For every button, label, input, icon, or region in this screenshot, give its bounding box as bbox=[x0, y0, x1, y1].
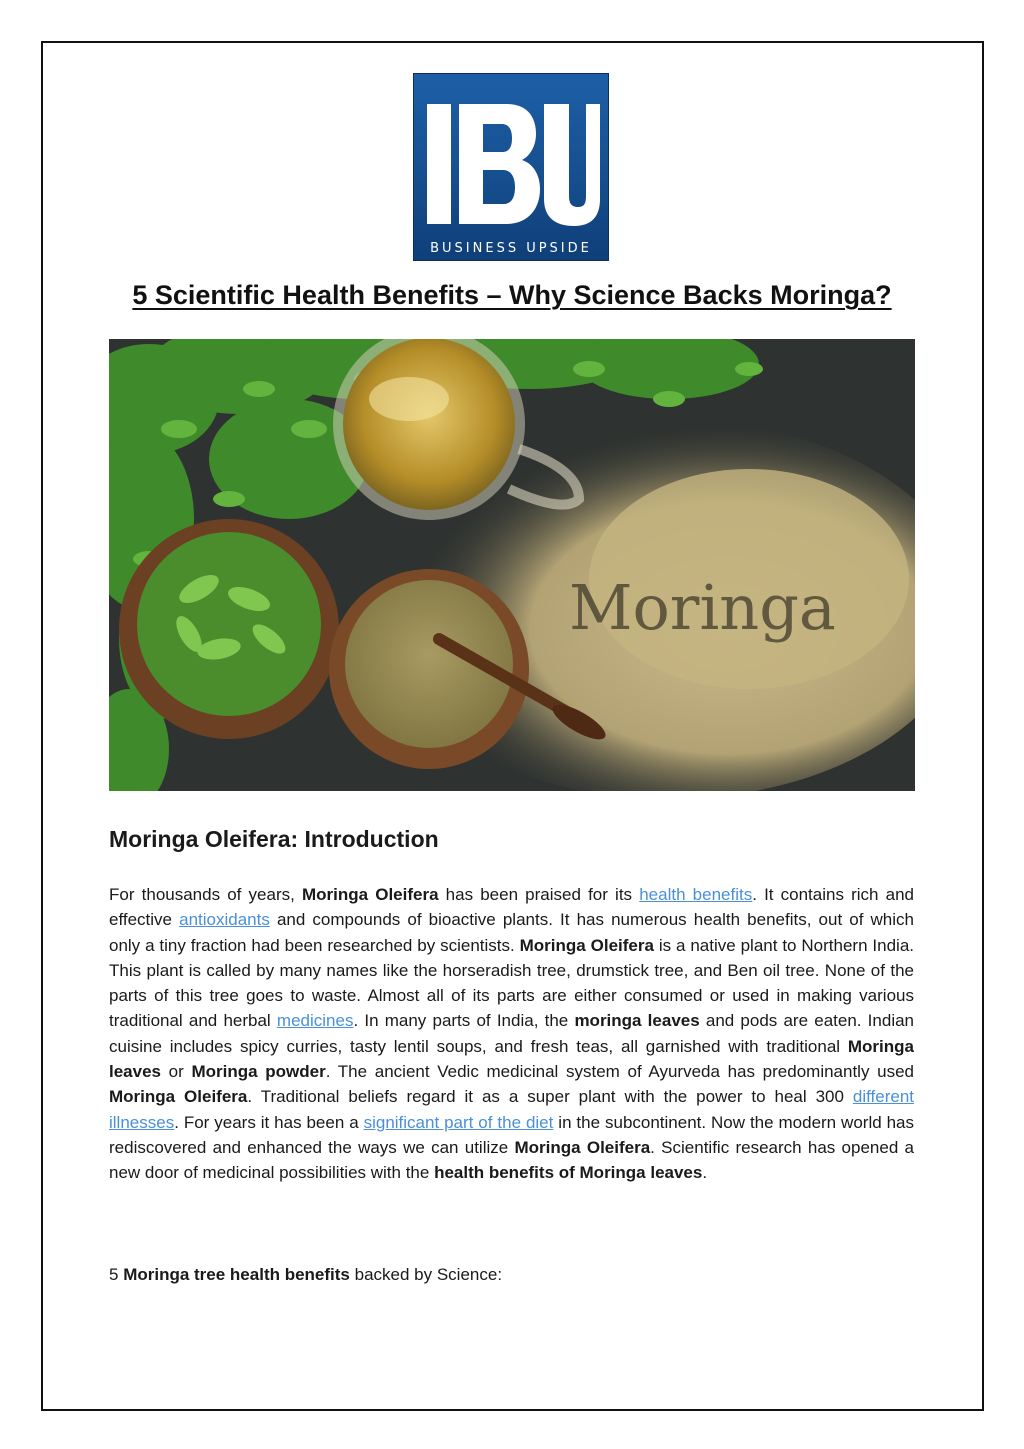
hero-image-moringa bbox=[109, 339, 915, 791]
logo-letters-graphic bbox=[414, 74, 610, 262]
intro-text: . It contains rich and effective bbox=[109, 885, 914, 930]
bold-term: Moringa Oleifera bbox=[109, 1087, 248, 1107]
list-intro-suffix: backed by Science: bbox=[349, 1265, 503, 1284]
bold-term: Moringa powder bbox=[191, 1062, 326, 1082]
logo-tagline: BUSINESS UPSIDE bbox=[430, 241, 592, 256]
link-health-benefits[interactable]: health benefits bbox=[639, 885, 753, 904]
bold-term: Moringa leaves bbox=[109, 1036, 914, 1082]
link-antioxidants[interactable]: antioxidants bbox=[179, 910, 270, 930]
intro-text: has been praised for its bbox=[438, 885, 640, 904]
list-intro-bold: Moringa tree health benefits bbox=[123, 1265, 350, 1284]
bold-term: Moringa Oleifera bbox=[519, 935, 654, 955]
bold-term: health benefits of Moringa leaves bbox=[434, 1163, 703, 1183]
intro-text: . In many parts of India, the bbox=[353, 1011, 575, 1031]
intro-paragraph bbox=[109, 882, 914, 1186]
link-different-illnesses[interactable]: different illnesses bbox=[109, 1087, 915, 1132]
hero-powder-text: Moringa bbox=[569, 571, 836, 644]
page-title: 5 Scientific Health Benefits – Why Science Backs Moringa? bbox=[132, 280, 892, 310]
intro-text: . Traditional beliefs regard it as a super plant with the power to heal 300 bbox=[247, 1087, 853, 1107]
intro-text: and compounds of bioactive plants. It has numerous health benefits, out of which only a tiny fraction had been researched by scientists. bbox=[109, 910, 914, 955]
intro-text: . The ancient Vedic medicinal system of Ayurveda has predominantly used bbox=[325, 1062, 914, 1082]
list-intro bbox=[109, 1262, 914, 1287]
intro-text: . For years it has been a bbox=[174, 1112, 364, 1132]
bold-term: moringa leaves bbox=[574, 1011, 700, 1031]
hero-illustration bbox=[109, 339, 915, 791]
business-upside-logo bbox=[413, 73, 609, 261]
bold-term: Moringa Oleifera bbox=[514, 1137, 651, 1157]
intro-text: is a native plant to Northern India. This plant is called by many names like the horseradish tree, drumstick tree, and Ben oil tree. None of the parts of this tree goes to waste. Almost all of its parts are either consumed or used in making various traditional and herbal bbox=[109, 935, 915, 1031]
intro-text: or bbox=[161, 1062, 192, 1082]
intro-text: and pods are eaten. Indian cuisine includes spicy curries, tasty lentil soups, and fresh teas, all garnished with traditional bbox=[109, 1011, 915, 1056]
bold-term: Moringa Oleifera bbox=[301, 885, 439, 904]
section-heading: Moringa Oleifera: Introduction bbox=[109, 826, 439, 852]
link-medicines[interactable]: medicines bbox=[276, 1011, 354, 1031]
intro-text: in the subcontinent. Now the modern world has rediscovered and enhanced the ways we can utilize bbox=[109, 1112, 914, 1157]
link-significant-part-of-diet[interactable]: significant part of the diet bbox=[363, 1112, 554, 1132]
intro-text: . bbox=[702, 1163, 708, 1183]
intro-text: . Scientific research has opened a new door of medicinal possibilities with the bbox=[109, 1137, 914, 1183]
list-intro-prefix: 5 bbox=[109, 1265, 124, 1284]
intro-text: For thousands of years, bbox=[109, 885, 302, 904]
